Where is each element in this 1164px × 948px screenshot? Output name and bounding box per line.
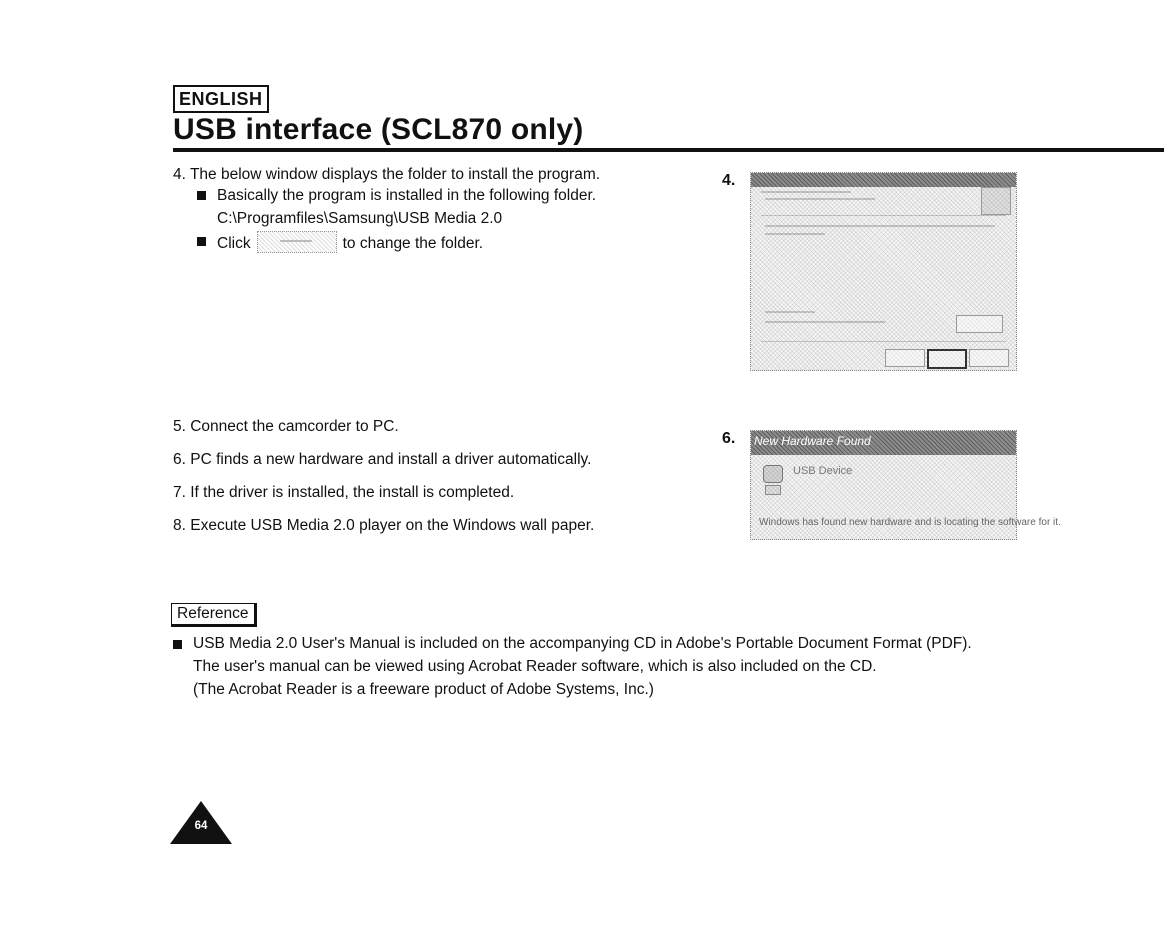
step-8-text: 8. Execute USB Media 2.0 player on the Windows wall paper. xyxy=(173,517,595,534)
window-title: New Hardware Found xyxy=(754,434,871,448)
hardware-status: Windows has found new hardware and is locating the software for it. xyxy=(759,517,1061,528)
bullet-icon xyxy=(197,191,206,200)
hardware-icon-base xyxy=(765,485,781,495)
step-4-text: 4. The below window displays the folder to install the program. xyxy=(173,166,601,183)
reference-line-1: USB Media 2.0 User's Manual is included on the accompanying CD in Adobe's Portable Document Format (PDF). xyxy=(193,635,972,652)
install-folder-screenshot xyxy=(750,172,1017,371)
page-number: 64 xyxy=(194,820,208,832)
bullet-icon xyxy=(173,640,182,649)
step-4-bullet-1: Basically the program is installed in the following folder. xyxy=(217,187,597,204)
reference-line-2: The user's manual can be viewed using Acrobat Reader software, which is also included on the CD. xyxy=(193,658,877,675)
window-titlebar xyxy=(751,173,1016,187)
hardware-icon xyxy=(763,465,783,483)
step-5-text: 5. Connect the camcorder to PC. xyxy=(173,418,399,435)
reference-line-3: (The Acrobat Reader is a freeware product of Adobe Systems, Inc.) xyxy=(193,681,654,698)
setup-icon xyxy=(981,187,1011,215)
step-6-text: 6. PC finds a new hardware and install a driver automatically. xyxy=(173,451,592,468)
title-divider xyxy=(173,148,1164,152)
window-titlebar xyxy=(751,431,1016,455)
step-7-text: 7. If the driver is installed, the install is completed. xyxy=(173,484,515,501)
bullet-icon xyxy=(197,237,206,246)
device-name: USB Device xyxy=(793,465,853,477)
figure-4-label: 4. xyxy=(722,172,736,189)
browse-button-image xyxy=(257,231,337,253)
language-tag: ENGLISH xyxy=(173,85,269,113)
new-hardware-screenshot xyxy=(750,430,1061,540)
click-suffix: to change the folder. xyxy=(342,235,484,252)
page-title: USB interface (SCL870 only) xyxy=(173,113,584,146)
figure-6-label: 6. xyxy=(722,430,736,447)
step-4-bullet-2 xyxy=(217,231,483,255)
reference-tag: Reference xyxy=(171,603,257,627)
install-path: C:\Programfiles\Samsung\USB Media 2.0 xyxy=(217,210,503,227)
click-label: Click xyxy=(217,235,251,252)
